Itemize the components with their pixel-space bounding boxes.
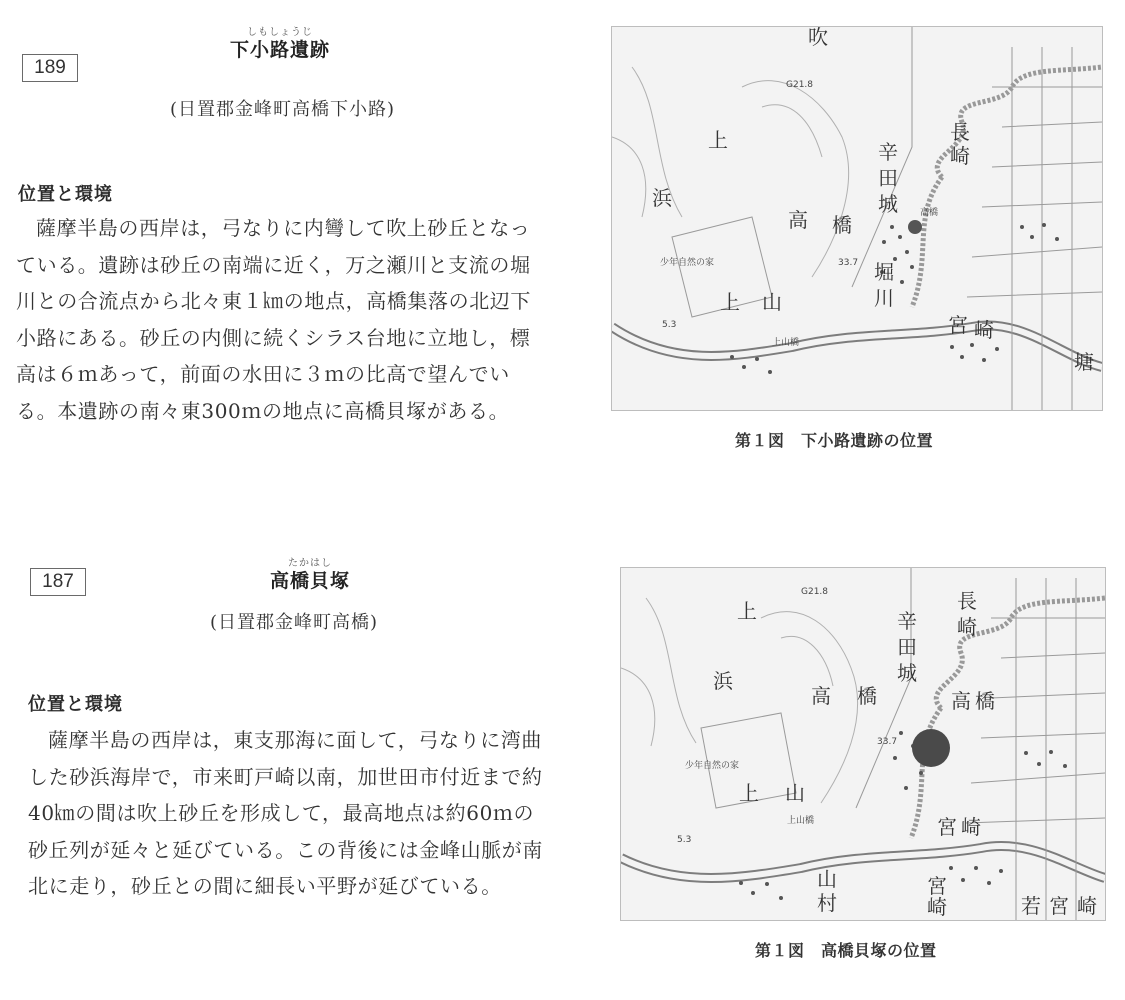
site-title: 高橋貝塚	[269, 570, 350, 592]
map-small-label: 5.3	[662, 320, 677, 330]
map-label: 崎	[950, 144, 970, 168]
map-label: 辛	[897, 609, 917, 633]
section-heading: 位置と環境	[28, 694, 123, 715]
site-title-block	[180, 27, 380, 62]
site-address: (日置郡金峰町高橋下小路)	[170, 99, 396, 120]
map-label: 辛	[878, 140, 898, 164]
map-label: 上	[737, 599, 757, 623]
map-label: 高	[811, 684, 831, 708]
map-drawing	[621, 568, 1105, 920]
map-label: 塘	[1074, 350, 1094, 374]
map-label: 高	[788, 208, 808, 232]
map-label: 橋	[857, 684, 877, 708]
map-label: 田	[897, 635, 917, 659]
map-label: 上	[720, 290, 740, 314]
map-label: 浜	[652, 186, 672, 210]
map-label: 宮	[948, 313, 968, 337]
map-label: 田	[878, 166, 898, 190]
site-address: (日置郡金峰町高橋)	[210, 612, 379, 633]
map-label: 浜	[713, 669, 733, 693]
map-label: 宮	[927, 874, 947, 898]
title-ruby: たかはし	[288, 558, 332, 569]
site-marker	[908, 220, 922, 234]
site-marker	[912, 729, 950, 767]
map-label: 城	[897, 661, 917, 685]
site-number-box: 187	[30, 568, 86, 596]
map-label: 上	[739, 781, 759, 805]
map-label: 村	[817, 891, 837, 915]
map-label: 橋	[975, 689, 995, 713]
figure-caption: 第１図 高橋貝塚の位置	[755, 941, 937, 960]
map-label: 長	[950, 120, 970, 144]
map-label: 橋	[832, 213, 852, 237]
map-small-label: 上山橋	[787, 816, 815, 826]
map-label: 崎	[927, 895, 947, 919]
map-label: 崎	[957, 615, 977, 639]
title-ruby: しもしょうじ	[247, 27, 313, 38]
map-label: 若	[1021, 894, 1041, 918]
location-map	[620, 567, 1106, 921]
map-small-label: 少年自然の家	[685, 761, 740, 771]
map-label: 山	[762, 290, 782, 314]
map-label: 宮	[1049, 894, 1069, 918]
location-map	[611, 26, 1103, 411]
map-small-label: 高橋	[920, 208, 939, 218]
site-title: 下小路遺跡	[229, 39, 330, 61]
map-label: 吹	[808, 27, 828, 49]
map-drawing	[612, 27, 1102, 410]
map-label: 宮	[937, 815, 957, 839]
map-label: 山	[785, 781, 805, 805]
map-small-label: 上山橋	[772, 338, 800, 348]
map-small-label: 33.7	[838, 258, 859, 268]
map-small-label: G21.8	[801, 587, 829, 597]
figure-caption: 第１図 下小路遺跡の位置	[735, 431, 934, 450]
map-label: 高	[951, 689, 971, 713]
site-number-box: 189	[22, 54, 78, 82]
map-small-label: G21.8	[786, 80, 814, 90]
map-label: 長	[957, 589, 977, 613]
map-label: 上	[708, 128, 728, 152]
map-label: 崎	[961, 815, 981, 839]
map-label: 堀	[874, 260, 894, 284]
site-entry-187	[0, 515, 1125, 1000]
body-paragraph: 薩摩半島の西岸は，東支那海に面して，弓なりに湾曲した砂浜海岸で，市来町戸崎以南，加世田市付近まで約40㎞の間は吹上砂丘を形成して，最高地点は約60ｍの砂丘列が延々と延びている。この背後には金峰山脈が南北に走り，砂丘との間に細長い平野が延びている。	[28, 728, 543, 898]
body-paragraph: 薩摩半島の西岸は，弓なりに内彎して吹上砂丘となっている。遺跡は砂丘の南端に近く，万之瀬川と支流の堀川との合流点から北々東１㎞の地点，高橋集落の北辺下小路にある。砂丘の内側に続くシラス台地に立地し，標高は６ｍあって，前面の水田に３ｍの比高で望んでいる。本遺跡の南々東300ｍの地点に高橋貝塚がある。	[16, 216, 531, 423]
map-label: 崎	[1077, 894, 1097, 918]
map-small-label: 33.7	[877, 737, 898, 747]
map-small-label: 少年自然の家	[660, 258, 715, 268]
map-label: 川	[874, 286, 894, 310]
map-label: 城	[878, 192, 898, 216]
map-label: 山	[817, 867, 837, 891]
site-title-block	[220, 558, 400, 593]
map-label: 崎	[974, 318, 994, 342]
section-heading: 位置と環境	[18, 184, 113, 205]
map-small-label: 5.3	[677, 835, 692, 845]
